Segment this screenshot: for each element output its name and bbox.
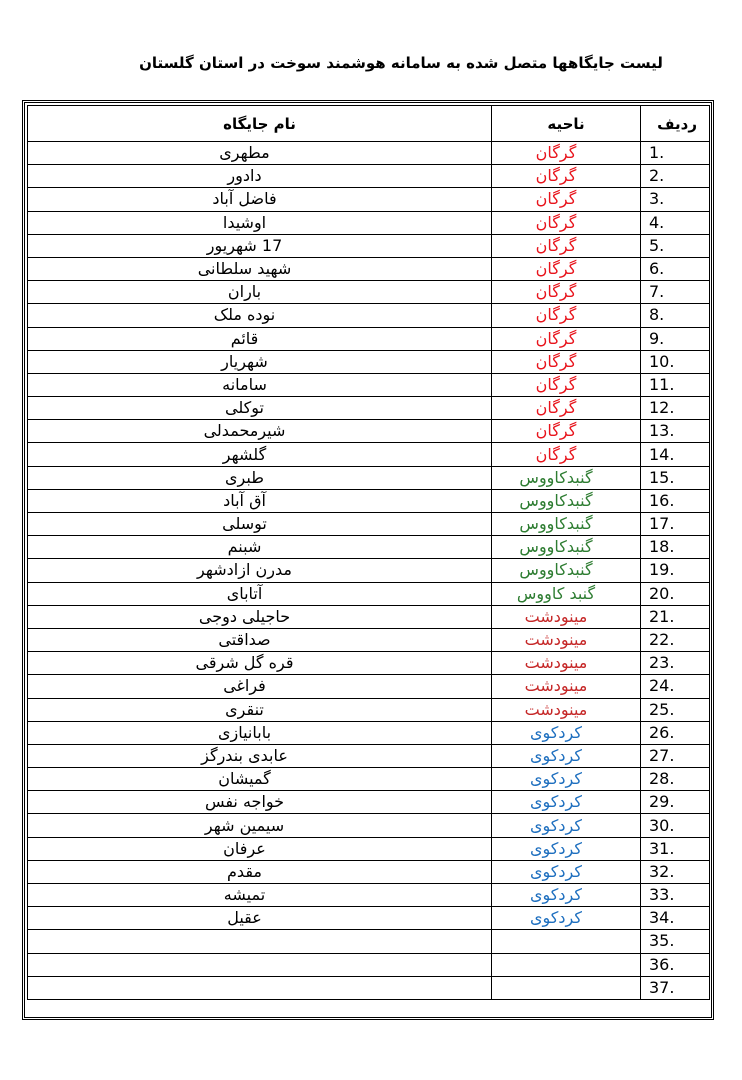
station-name-cell: بابانیازی xyxy=(28,721,492,744)
row-number-cell: 29. xyxy=(641,791,710,814)
table-row xyxy=(28,907,710,930)
table-row xyxy=(28,814,710,837)
station-name-cell: قائم xyxy=(28,327,492,350)
table-row xyxy=(28,327,710,350)
row-number-cell: 3. xyxy=(641,188,710,211)
table-row xyxy=(28,373,710,396)
row-number-cell: 12. xyxy=(641,397,710,420)
area-cell: کردکوی xyxy=(492,837,641,860)
row-number-cell: 21. xyxy=(641,605,710,628)
row-number-cell: 34. xyxy=(641,907,710,930)
row-number-cell: 16. xyxy=(641,489,710,512)
row-number-cell: 22. xyxy=(641,628,710,651)
station-name-cell: عقیل xyxy=(28,907,492,930)
table-header-row xyxy=(28,106,710,142)
area-cell: گرگان xyxy=(492,165,641,188)
station-name-cell xyxy=(28,976,492,999)
row-number-cell: 11. xyxy=(641,373,710,396)
area-cell xyxy=(492,953,641,976)
table-row xyxy=(28,559,710,582)
station-name-cell: قره گل شرقی xyxy=(28,652,492,675)
row-number-cell: 5. xyxy=(641,234,710,257)
table-row xyxy=(28,976,710,999)
table-row xyxy=(28,257,710,280)
area-cell: کردکوی xyxy=(492,791,641,814)
station-name-cell: سیمین شهر xyxy=(28,814,492,837)
station-name-cell: شیرمحمدلی xyxy=(28,420,492,443)
station-name-cell: آتابای xyxy=(28,582,492,605)
station-name-cell: 17 شهریور xyxy=(28,234,492,257)
station-name-cell: فراغی xyxy=(28,675,492,698)
station-name-cell: توسلی xyxy=(28,513,492,536)
row-number-cell: 36. xyxy=(641,953,710,976)
table-row xyxy=(28,628,710,651)
area-cell: گرگان xyxy=(492,257,641,280)
station-name-cell xyxy=(28,953,492,976)
table-row xyxy=(28,721,710,744)
row-number-cell: 17. xyxy=(641,513,710,536)
area-cell: مینودشت xyxy=(492,628,641,651)
area-cell: گنبدکاووس xyxy=(492,489,641,512)
station-name-cell xyxy=(28,930,492,953)
area-cell: مینودشت xyxy=(492,652,641,675)
row-number-cell: 35. xyxy=(641,930,710,953)
row-number-cell: 37. xyxy=(641,976,710,999)
area-cell: گرگان xyxy=(492,211,641,234)
station-name-cell: گمیشان xyxy=(28,768,492,791)
row-number-cell: 24. xyxy=(641,675,710,698)
area-cell: مینودشت xyxy=(492,675,641,698)
station-name-cell: مقدم xyxy=(28,860,492,883)
table-row xyxy=(28,397,710,420)
table-row xyxy=(28,652,710,675)
table-row xyxy=(28,698,710,721)
table-row xyxy=(28,513,710,536)
station-name-cell: خواجه نفس xyxy=(28,791,492,814)
station-name-cell: آق آباد xyxy=(28,489,492,512)
table-row xyxy=(28,281,710,304)
stations-table xyxy=(27,105,710,1000)
row-number-cell: 15. xyxy=(641,466,710,489)
station-name-cell: نوده ملک xyxy=(28,304,492,327)
area-cell: گنبد کاووس xyxy=(492,582,641,605)
area-cell: کردکوی xyxy=(492,721,641,744)
station-name-cell: مطهری xyxy=(28,142,492,165)
station-name-cell: گلشهر xyxy=(28,443,492,466)
row-number-cell: 6. xyxy=(641,257,710,280)
table-row xyxy=(28,860,710,883)
station-name-cell: تنقری xyxy=(28,698,492,721)
row-number-cell: 26. xyxy=(641,721,710,744)
table-row xyxy=(28,605,710,628)
row-number-cell: 25. xyxy=(641,698,710,721)
row-number-cell: 32. xyxy=(641,860,710,883)
page-title: لیست جایگاهها متصل شده به سامانه هوشمند سوخت در استان گلستان xyxy=(139,54,663,72)
row-number-cell: 2. xyxy=(641,165,710,188)
table-row xyxy=(28,466,710,489)
row-number-cell: 20. xyxy=(641,582,710,605)
station-name-cell: مدرن ازادشهر xyxy=(28,559,492,582)
area-cell: کردکوی xyxy=(492,884,641,907)
row-number-cell: 1. xyxy=(641,142,710,165)
table-row xyxy=(28,884,710,907)
area-cell: گنبدکاووس xyxy=(492,559,641,582)
station-name-cell: فاضل آباد xyxy=(28,188,492,211)
area-cell xyxy=(492,976,641,999)
table-row xyxy=(28,536,710,559)
station-name-cell: باران xyxy=(28,281,492,304)
row-number-cell: 27. xyxy=(641,744,710,767)
table-row xyxy=(28,582,710,605)
station-name-cell: سامانه xyxy=(28,373,492,396)
row-number-cell: 18. xyxy=(641,536,710,559)
station-name-cell: شهریار xyxy=(28,350,492,373)
table-row xyxy=(28,791,710,814)
row-number-cell: 31. xyxy=(641,837,710,860)
area-cell: کردکوی xyxy=(492,814,641,837)
table-row xyxy=(28,443,710,466)
table-row xyxy=(28,744,710,767)
area-cell: مینودشت xyxy=(492,698,641,721)
table-row xyxy=(28,953,710,976)
area-cell: کردکوی xyxy=(492,860,641,883)
area-cell: گنبدکاووس xyxy=(492,513,641,536)
station-name-cell: دادور xyxy=(28,165,492,188)
area-cell: گرگان xyxy=(492,373,641,396)
area-cell: گرگان xyxy=(492,420,641,443)
area-cell: گرگان xyxy=(492,350,641,373)
row-number-cell: 33. xyxy=(641,884,710,907)
area-cell: کردکوی xyxy=(492,744,641,767)
station-name-cell: عابدی بندرگز xyxy=(28,744,492,767)
area-cell: گرگان xyxy=(492,234,641,257)
table-row xyxy=(28,304,710,327)
area-cell: گنبدکاووس xyxy=(492,466,641,489)
table-row xyxy=(28,234,710,257)
area-cell: کردکوی xyxy=(492,768,641,791)
table-row xyxy=(28,165,710,188)
row-number-cell: 8. xyxy=(641,304,710,327)
row-number-cell: 9. xyxy=(641,327,710,350)
station-name-cell: شهید سلطانی xyxy=(28,257,492,280)
area-cell: مینودشت xyxy=(492,605,641,628)
row-number-cell: 7. xyxy=(641,281,710,304)
area-cell: گنبدکاووس xyxy=(492,536,641,559)
header-area: ناحیه xyxy=(492,106,641,142)
station-name-cell: تمیشه xyxy=(28,884,492,907)
table-row xyxy=(28,675,710,698)
station-name-cell: عرفان xyxy=(28,837,492,860)
area-cell: کردکوی xyxy=(492,907,641,930)
station-name-cell: شبنم xyxy=(28,536,492,559)
row-number-cell: 19. xyxy=(641,559,710,582)
area-cell: گرگان xyxy=(492,281,641,304)
area-cell: گرگان xyxy=(492,142,641,165)
area-cell: گرگان xyxy=(492,304,641,327)
table-row xyxy=(28,350,710,373)
area-cell: گرگان xyxy=(492,397,641,420)
station-name-cell: صداقتی xyxy=(28,628,492,651)
area-cell: گرگان xyxy=(492,188,641,211)
row-number-cell: 30. xyxy=(641,814,710,837)
table-row xyxy=(28,837,710,860)
row-number-cell: 4. xyxy=(641,211,710,234)
station-name-cell: توکلی xyxy=(28,397,492,420)
station-name-cell: طبری xyxy=(28,466,492,489)
station-name-cell: حاجیلی دوجی xyxy=(28,605,492,628)
header-row-number: ردیف xyxy=(641,106,710,142)
row-number-cell: 23. xyxy=(641,652,710,675)
row-number-cell: 14. xyxy=(641,443,710,466)
area-cell: گرگان xyxy=(492,327,641,350)
table-row xyxy=(28,420,710,443)
area-cell xyxy=(492,930,641,953)
area-cell: گرگان xyxy=(492,443,641,466)
table-row xyxy=(28,142,710,165)
table-row xyxy=(28,211,710,234)
table-row xyxy=(28,768,710,791)
table-row xyxy=(28,930,710,953)
table-row xyxy=(28,188,710,211)
row-number-cell: 10. xyxy=(641,350,710,373)
station-name-cell: اوشیدا xyxy=(28,211,492,234)
row-number-cell: 28. xyxy=(641,768,710,791)
table-row xyxy=(28,489,710,512)
header-station-name: نام جایگاه xyxy=(28,106,492,142)
row-number-cell: 13. xyxy=(641,420,710,443)
